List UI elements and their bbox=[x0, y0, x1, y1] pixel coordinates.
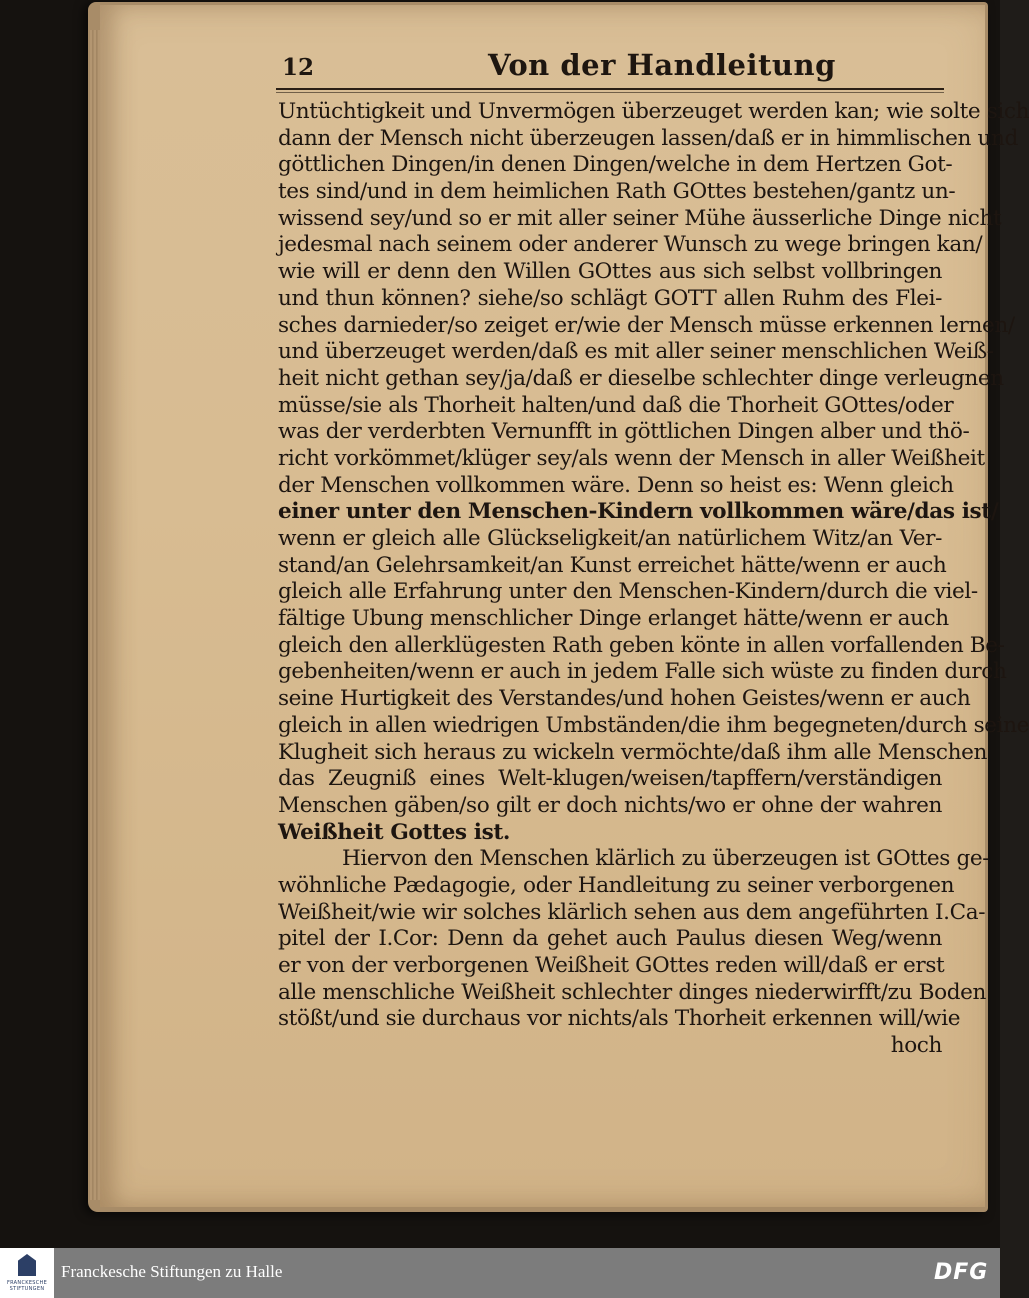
text-line: wissend sey/und so er mit aller seiner Mühe äusserliche Dinge nicht bbox=[278, 205, 1002, 231]
text-line: richt vorkömmet/klüger sey/als wenn der Mensch in aller Weißheit bbox=[278, 445, 985, 471]
text-line: seine Hurtigkeit des Verstandes/und hohen Geistes/wenn er auch bbox=[278, 686, 971, 712]
text-line: stößt/und sie durchaus vor nichts/als Thorheit erkennen will/wie bbox=[278, 1006, 961, 1032]
text-line: Klugheit sich heraus zu wickeln vermöchte/daß ihm alle Menschen bbox=[278, 739, 988, 765]
text-line: gebenheiten/wenn er auch in jedem Falle sich wüste zu finden durch bbox=[278, 659, 1007, 685]
head-rule-thin bbox=[276, 92, 944, 93]
text-line: Weißheit Gottes ist. bbox=[278, 819, 511, 845]
text-line: göttlichen Dingen/in denen Dingen/welche in dem Hertzen Got- bbox=[278, 152, 953, 178]
institution-name[interactable]: Franckesche Stiftungen zu Halle bbox=[61, 1262, 283, 1281]
text-line: dann der Mensch nicht überzeugen lassen/daß er in himmlischen und bbox=[278, 125, 1018, 151]
institution-logo[interactable] bbox=[0, 1248, 54, 1298]
text-line: gleich in allen wiedrigen Umbständen/die ihm begegneten/durch seine bbox=[278, 712, 1029, 738]
body-text bbox=[278, 99, 1029, 1060]
text-line: alle menschliche Weißheit schlechter dinges niederwirfft/zu Boden bbox=[278, 979, 986, 1005]
text-line: was der verderbten Vernunfft in göttlichen Dingen alber und thö- bbox=[278, 419, 970, 445]
text-line: gleich alle Erfahrung unter den Menschen-Kindern/durch die viel- bbox=[278, 579, 978, 605]
text-line: wenn er gleich alle Glückseligkeit/an natürlichem Witz/an Ver- bbox=[278, 526, 942, 551]
text-line: müsse/sie als Thorheit halten/und daß die Thorheit GOttes/oder bbox=[278, 392, 954, 418]
text-line: fältige Ubung menschlicher Dinge erlanget hätte/wenn er auch bbox=[278, 606, 949, 632]
text-line: wöhnliche Pædagogie, oder Handleitung zu seiner verborgenen bbox=[278, 872, 955, 898]
logo-text: FRANCKESCHE STIFTUNGEN bbox=[6, 1280, 48, 1292]
catchword: hoch bbox=[890, 1033, 942, 1059]
text-line: er von der verborgenen Weißheit GOttes reden will/daß er erst bbox=[278, 953, 945, 978]
text-line: Menschen gäben/so gilt er doch nichts/wo er ohne der wahren bbox=[278, 792, 942, 818]
viewer-footer bbox=[0, 1248, 1000, 1298]
text-line: tes sind/und in dem heimlichen Rath GOttes bestehen/gantz un- bbox=[278, 179, 956, 205]
orphanage-building-icon bbox=[18, 1254, 36, 1276]
text-line: Untüchtigkeit und Unvermögen überzeuget werden kan; wie solte sich bbox=[278, 99, 1029, 124]
text-line: einer unter den Menschen-Kindern vollkommen wäre/das ist/ bbox=[278, 499, 999, 525]
text-line: Hiervon den Menschen klärlich zu überzeugen ist GOttes ge- bbox=[342, 846, 990, 872]
text-line: sches darnieder/so zeiget er/wie der Mensch müsse erkennen lernen/ bbox=[278, 312, 1015, 338]
text-line: wie will er denn den Willen GOttes aus sich selbst vollbringen bbox=[278, 259, 942, 285]
text-line: jedesmal nach seinem oder anderer Wunsch zu wege bringen kan/ bbox=[278, 232, 983, 258]
running-head bbox=[282, 50, 942, 90]
dfg-logo[interactable]: DFG bbox=[934, 1260, 989, 1285]
head-rule bbox=[276, 88, 944, 90]
text-line: pitel der I.Cor: Denn da gehet auch Paulus diesen Weg/wenn bbox=[278, 926, 942, 952]
text-line: stand/an Gelehrsamkeit/an Kunst erreichet hätte/wenn er auch bbox=[278, 552, 947, 578]
page-number: 12 bbox=[282, 54, 315, 81]
text-line: und thun können? siehe/so schlägt GOTT allen Ruhm des Flei- bbox=[278, 285, 942, 311]
text-line: Weißheit/wie wir solches klärlich sehen aus dem angeführten I.Ca- bbox=[278, 899, 986, 925]
text-line: das Zeugniß eines Welt-klugen/weisen/tapffern/verständigen bbox=[278, 766, 942, 792]
running-head-title: Von der Handleitung bbox=[488, 48, 836, 82]
text-line: gleich den allerklügesten Rath geben könte in allen vorfallenden Be- bbox=[278, 632, 1005, 658]
text-line: der Menschen vollkommen wäre. Denn so heist es: Wenn gleich bbox=[278, 472, 954, 498]
text-line: und überzeuget werden/daß es mit aller seiner menschlichen Weiß- bbox=[278, 339, 994, 365]
text-line: heit nicht gethan sey/ja/daß er dieselbe schlechter dinge verleugnen bbox=[278, 365, 1004, 391]
